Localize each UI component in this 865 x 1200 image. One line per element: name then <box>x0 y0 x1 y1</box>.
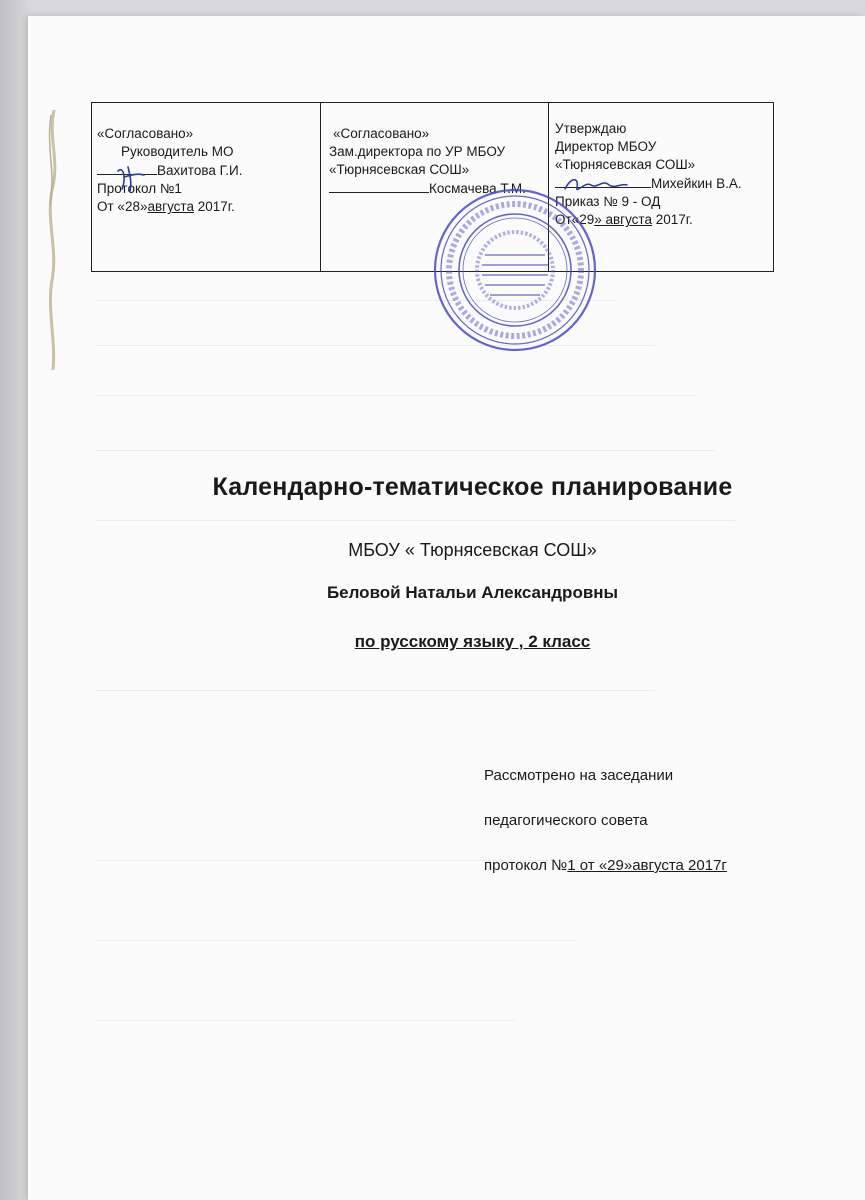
approval-date-prefix: От«29 <box>555 212 595 227</box>
approval-header: «Согласовано» <box>333 126 430 141</box>
approval-position: Зам.директора по УР МБОУ <box>329 144 506 159</box>
approval-protocol: Протокол №1 <box>97 181 182 196</box>
council-protocol-number: 1 <box>567 857 576 874</box>
approval-position: Руководитель МО <box>121 144 234 159</box>
council-protocol-date: от «29»августа 2017г <box>575 857 727 874</box>
approval-header: Утверждаю <box>555 121 627 136</box>
approval-date-month: августа <box>147 199 194 214</box>
approval-order: Приказ № 9 - ОД <box>555 194 661 209</box>
approval-school: «Тюрнясевская СОШ» <box>329 162 470 177</box>
approval-date-month: » августа <box>594 212 652 227</box>
approval-date-prefix: От «28» <box>97 199 148 214</box>
binding-thread-icon <box>38 110 68 370</box>
approval-header: «Согласовано» <box>97 126 194 141</box>
council-line: педагогического совета <box>484 812 648 829</box>
school-name: МБОУ « Тюрнясевская СОШ» <box>348 540 597 560</box>
approval-name: Михейкин В.А. <box>651 176 742 191</box>
round-seal-icon <box>430 185 600 355</box>
council-note <box>484 762 727 897</box>
teacher-name: Беловой Натальи Александровны <box>326 583 619 602</box>
approval-name: Вахитова Г.И. <box>157 163 243 178</box>
approval-date-year: 2017г. <box>651 212 693 227</box>
signature-line <box>329 179 429 193</box>
approval-position: Директор МБОУ <box>555 139 657 154</box>
approval-cell-mo <box>92 103 320 271</box>
subject-grade: по русскому языку , 2 класс <box>354 632 591 651</box>
signature-icon <box>114 161 148 195</box>
council-line: Рассмотрено на заседании <box>484 767 674 784</box>
approval-date-year: 2017г. <box>193 199 235 214</box>
approval-name: Космачева Т.М. <box>429 181 526 196</box>
council-protocol-prefix: протокол № <box>484 857 568 874</box>
approval-school: «Тюрнясевская СОШ» <box>555 157 696 172</box>
page-title: Календарно-тематическое планирование <box>212 473 733 501</box>
